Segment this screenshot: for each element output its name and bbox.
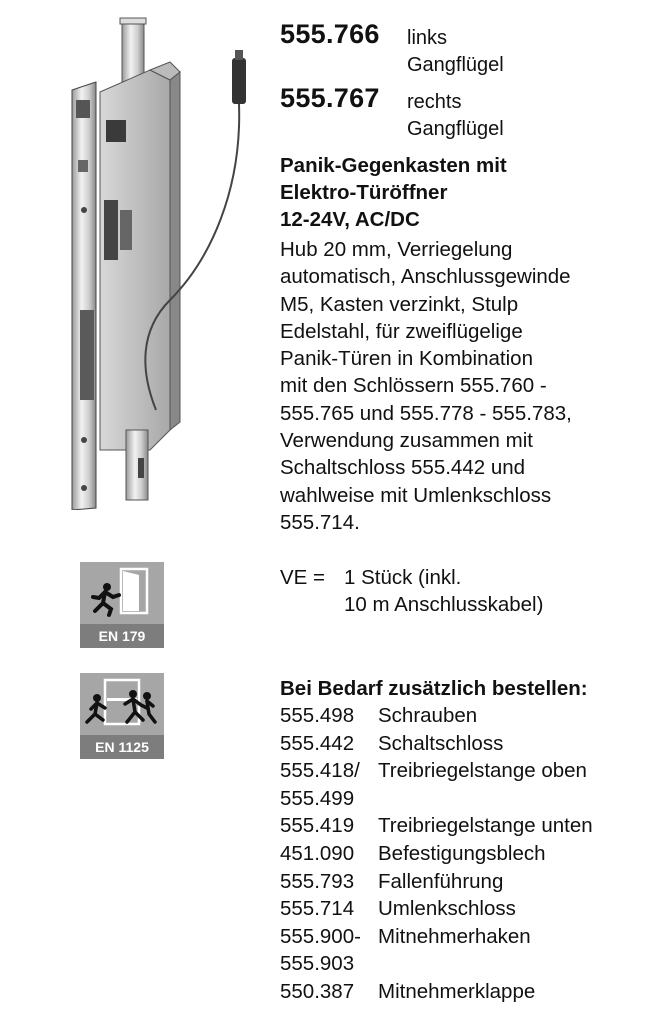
item-label: Schaltschloss xyxy=(378,731,504,755)
item-number: 555.900- xyxy=(280,924,361,948)
list-item xyxy=(280,730,593,758)
accessory-list xyxy=(280,702,593,1006)
description-line: 555.714. xyxy=(280,510,360,534)
article-description xyxy=(407,89,504,143)
list-item xyxy=(280,702,593,730)
list-item xyxy=(280,950,593,978)
item-number: 451.090 xyxy=(280,841,355,865)
list-item xyxy=(280,923,593,951)
item-label: Mitnehmerklappe xyxy=(378,979,536,1003)
list-item xyxy=(280,757,593,785)
description-line: Schaltschloss 555.442 und xyxy=(280,456,526,480)
list-item xyxy=(280,895,593,923)
list-item xyxy=(280,840,593,868)
item-label: Befestigungsblech xyxy=(378,841,546,865)
article-number: 555.766 xyxy=(280,19,380,49)
item-number: 555.418/ xyxy=(280,759,360,783)
title-line: 12-24V, AC/DC xyxy=(280,208,420,231)
product-description xyxy=(280,236,652,536)
leaf-label: Gangflügel xyxy=(407,118,504,140)
list-item xyxy=(280,785,593,813)
description-line: Edelstahl, für zweiflügelige xyxy=(280,319,523,343)
description-line: automatisch, Anschlussgewinde xyxy=(280,265,571,289)
description-line: Hub 20 mm, Verriegelung xyxy=(280,238,513,261)
en179-badge xyxy=(80,562,164,648)
article-number: 555.767 xyxy=(280,83,380,113)
description-line: Verwendung zusammen mit xyxy=(280,429,533,453)
item-number: 550.387 xyxy=(280,979,355,1003)
item-label: Mitnehmerhaken xyxy=(378,924,531,948)
item-number: 555.714 xyxy=(280,897,355,921)
list-item xyxy=(280,978,593,1006)
product-header xyxy=(280,16,650,144)
side-label: links xyxy=(407,27,448,49)
item-number: 555.498 xyxy=(280,704,355,727)
title-line: Panik-Gegenkasten mit xyxy=(280,154,507,177)
description-line: 555.765 und 555.778 - 555.783, xyxy=(280,401,572,425)
ve-value: 1 Stück (inkl. xyxy=(344,566,462,589)
description-line: wahlweise mit Umlenkschloss xyxy=(280,483,552,507)
title-line: Elektro-Türöffner xyxy=(280,181,448,204)
leaf-label: Gangflügel xyxy=(407,54,504,76)
product-image xyxy=(60,10,250,510)
item-label: Umlenkschloss xyxy=(378,897,516,921)
item-label: Treibriegelstange unten xyxy=(378,814,593,838)
en179-label: EN 179 xyxy=(80,624,164,648)
list-item xyxy=(280,868,593,896)
en1125-badge xyxy=(80,673,164,759)
ve-label: VE = xyxy=(280,566,326,589)
side-label: rechts xyxy=(407,91,462,113)
ve-value-line2: 10 m Anschlusskabel) xyxy=(344,593,544,616)
description-line: M5, Kasten verzinkt, Stulp xyxy=(280,292,519,316)
list-item xyxy=(280,812,593,840)
product-title xyxy=(280,152,650,233)
item-number: 555.903 xyxy=(280,952,355,976)
item-label: Schrauben xyxy=(378,704,478,727)
article-description xyxy=(407,25,504,79)
item-number: 555.793 xyxy=(280,869,355,893)
en1125-label: EN 1125 xyxy=(80,735,164,759)
description-line: Panik-Türen in Kombination xyxy=(280,347,533,371)
emergency-exit-icon xyxy=(83,565,161,621)
item-number: 555.442 xyxy=(280,731,355,755)
description-line: mit den Schlössern 555.760 - xyxy=(280,374,547,398)
item-number: 555.419 xyxy=(280,814,355,838)
order-title: Bei Bedarf zusätzlich bestellen: xyxy=(280,677,588,700)
item-label: Fallenführung xyxy=(378,869,504,893)
packaging-unit xyxy=(280,564,543,618)
product-line-right xyxy=(280,80,650,144)
item-label: Treibriegelstange oben xyxy=(378,759,587,783)
panic-exit-icon xyxy=(83,676,161,732)
product-line-left xyxy=(280,16,650,80)
item-number: 555.499 xyxy=(280,786,355,810)
